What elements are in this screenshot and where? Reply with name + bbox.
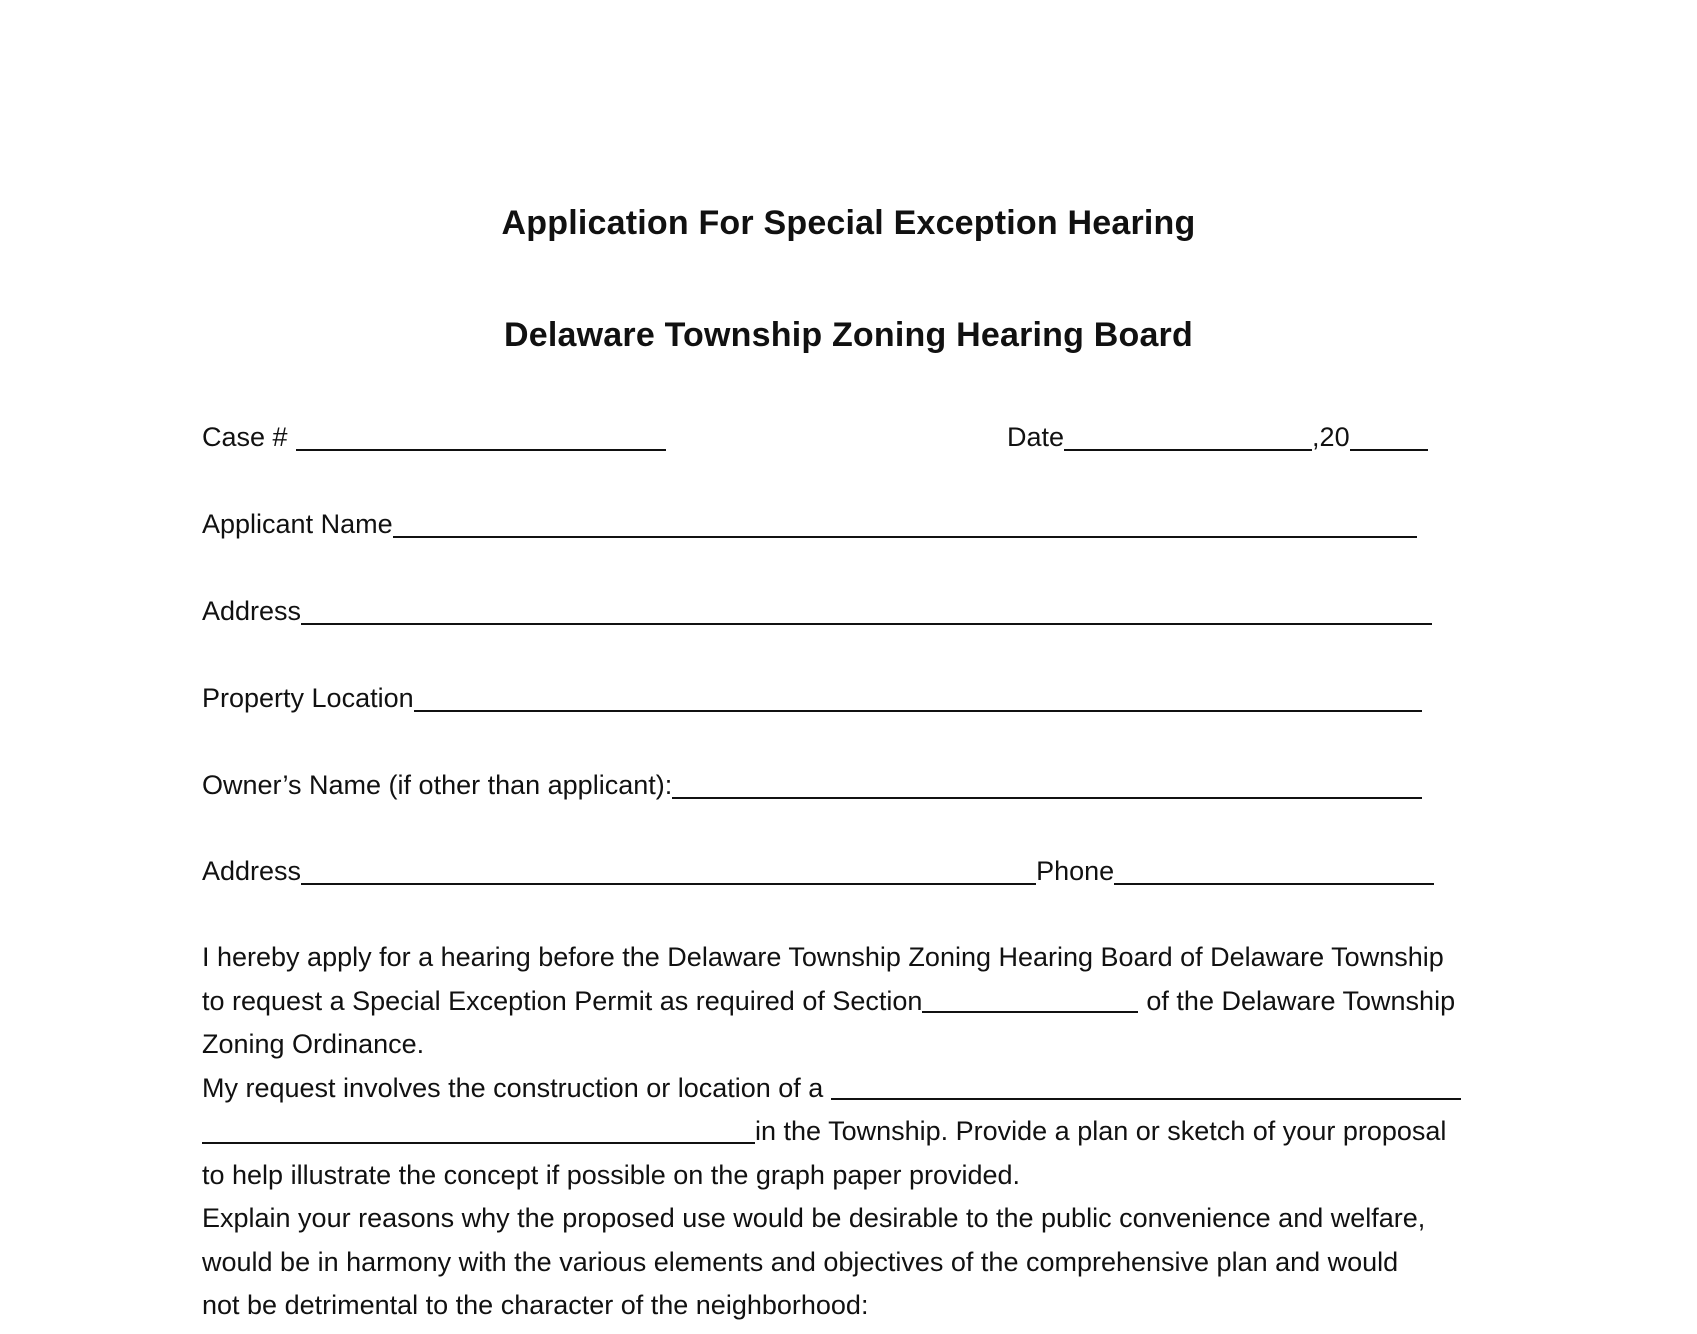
paragraph-text: in the Township. Provide a plan or sketch of your proposal [755,1116,1447,1146]
paragraph-text: My request involves the construction or location of a [202,1072,824,1103]
property-location-field[interactable] [414,686,1422,712]
paragraph-line [202,1197,1532,1241]
applicant-address-field[interactable] [301,599,1432,625]
date-label: Date [1007,422,1065,452]
section-number-field[interactable] [922,987,1138,1013]
applicant-name-row [202,509,1417,540]
board-subtitle: Delaware Township Zoning Hearing Board [504,316,1193,354]
request-paragraph [202,936,1532,1328]
owner-address-row [202,856,1434,887]
phone-field[interactable] [1114,859,1434,885]
case-number-label: Case # [202,422,288,452]
paragraph-line [202,980,1532,1024]
construction-description-field-cont[interactable] [202,1118,755,1144]
paragraph-text: Zoning Ordinance. [202,1029,425,1059]
phone-label: Phone [1036,856,1115,886]
paragraph-text: to help illustrate the concept if possible on the graph paper provided. [202,1159,1021,1190]
property-location-row [202,683,1422,714]
year-field[interactable] [1350,425,1428,451]
paragraph-line [202,1023,1532,1067]
paragraph-text: I hereby apply for a hearing before the Delaware Township Zoning Hearing Board of Delaware Township [202,942,1444,972]
applicant-name-field[interactable] [393,512,1417,538]
paragraph-line [202,1110,1532,1154]
paragraph-line [202,1154,1532,1198]
paragraph-line [202,1067,1532,1111]
paragraph-line [202,1241,1532,1285]
property-location-label: Property Location [202,683,414,713]
paragraph-text: would be in harmony with the various elements and objectives of the comprehensive plan and would [202,1246,1399,1277]
date-field[interactable] [1064,425,1312,451]
paragraph-line [202,936,1532,980]
construction-description-field[interactable] [831,1074,1461,1100]
paragraph-text: Explain your reasons why the proposed use would be desirable to the public convenience and welfare, [202,1203,1426,1233]
form-title: Application For Special Exception Hearing [501,204,1196,242]
case-date-row [202,422,666,453]
year-prefix-label: ,20 [1312,422,1350,452]
applicant-name-label: Applicant Name [202,509,393,539]
owner-address-label: Address [202,856,302,886]
applicant-address-row [202,596,1432,627]
owner-name-label: Owner’s Name (if other than applicant): [202,770,673,800]
owner-name-field[interactable] [672,773,1422,799]
paragraph-text: not be detrimental to the character of the neighborhood: [202,1290,869,1320]
paragraph-text: to request a Special Exception Permit as required of Section [202,985,923,1016]
date-row [1007,422,1428,453]
owner-address-field[interactable] [301,859,1036,885]
case-number-field[interactable] [296,425,666,451]
owner-name-row [202,770,1422,801]
paragraph-line [202,1284,1532,1328]
paragraph-text: of the Delaware Township [1146,985,1456,1016]
applicant-address-label: Address [202,596,302,626]
